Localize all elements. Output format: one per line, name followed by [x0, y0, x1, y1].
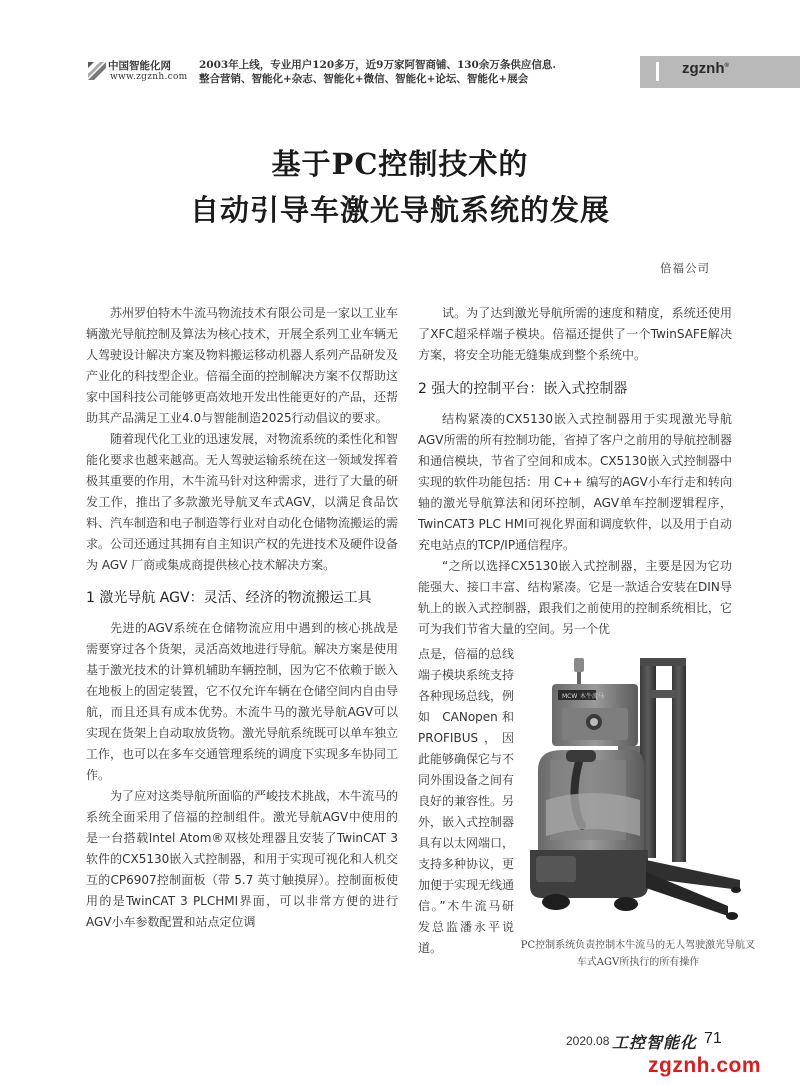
header-band-divider [656, 62, 659, 81]
brand-text: zgznh [682, 60, 725, 77]
page-header [0, 0, 800, 100]
paragraph: 先进的AGV系统在仓储物流应用中遇到的核心挑战是需要穿过各个货架，灵活高效地进行导航。解决方案是使用基于激光技术的计算机辅助车辆控制，因为它不依赖于嵌入在地板上的固定装置，它不仅允许车辆在仓储空间内自由导航，而且还具有成本优势。木流牛马的激光导航AGV可以实现在货架上自动取放货物。激光导航系统既可以单车独立工作，也可以在多车交通管理系统的调度下实现多车协同工作。 [86, 621, 399, 782]
paragraph: 点是，倍福的总线端子模块系统支持各种现场总线，例如 CANopen和PROFIBUS，因此能够确保它与不同外围设备之间有良好的兼容性。另外，嵌入式控制器具有以太网端口，支持多种协议，更加便于实现无线通信。”木牛流马研发总监潘永平说道。 [418, 647, 515, 955]
vehicle-logo: MCW [562, 693, 578, 700]
agv-forklift-image [522, 650, 752, 932]
article-author: 倍福公司 [660, 261, 710, 275]
article-title-line-1: 基于PC控制技术的 [271, 147, 529, 181]
article-title-line-2: 自动引导车激光导航系统的发展 [189, 193, 610, 227]
section-heading-1: 1 激光导航 AGV：灵活、经济的物流搬运工具 [86, 590, 372, 606]
vehicle-brand: 木牛流马 [580, 693, 605, 700]
paragraph: 结构紧凑的CX5130嵌入式控制器用于实现激光导航AGV所需的所有控制功能，省掉了客户之前用的导航控制器和通信模块，节省了空间和成本。CX5130嵌入式控制器中实现的软件功能包括：用 C++ 编写的AGV小车行走和转向轴的激光导航算法和闭环控制，AGV单车控制逻辑程序，TwinCAT3 PLC HMI可视化界面和调度软件，以及用于自动充电站点的TCP/IP通信程序。 [418, 412, 732, 552]
header-tagline-2: 整合营销、智能化+杂志、智能化+微信、智能化+论坛、智能化+展会 [199, 73, 529, 85]
paragraph: 随着现代化工业的迅速发展，对物流系统的柔性化和智能化要求也越来越高。无人驾驶运输系统在这一领域发挥着极其重要的作用，木牛流马针对这种需求，进行了大量的研发工作，推出了多款激光导航叉车式AGV，以满足食品饮料、汽车制造和电子制造等行业对自动化仓储物流搬运的需求。公司还通过其拥有自主知识产权的先进技术及硬件设备为 AGV 厂商或集成商提供核心技术解决方案。 [86, 432, 399, 572]
header-tagline-1: 2003年上线，专业用户120多万，近9万家阿智商铺、130余万条供应信息. [199, 59, 557, 71]
header-brand [682, 60, 729, 77]
logo-url[interactable]: www.zgznh.com [110, 72, 188, 82]
paragraph: 试。为了达到激光导航所需的速度和精度，系统还使用了XFC超采样端子模块。倍福还提供了一个TwinSAFE解决方案，将安全功能无缝集成到整个系统中。 [418, 306, 732, 362]
brand-mark: ® [724, 63, 729, 69]
logo-icon [86, 60, 108, 82]
page-number: 71 [704, 1030, 722, 1047]
magazine-name: 工控智能化 [612, 1033, 698, 1052]
right-column [418, 303, 732, 640]
issue-date: 2020.08 [566, 1034, 610, 1048]
logo-name: 中国智能化网 [108, 60, 171, 72]
right-column-narrow [418, 644, 514, 959]
paragraph: 苏州罗伯特木牛流马物流技术有限公司是一家以工业车辆激光导航控制及算法为核心技术，开展全系列工业车辆无人驾驶设计解决方案及物料搬运移动机器人系列产品研发及产业化的科技型企业。倍福全面的控制解决方案不仅帮助这家中国科技公司能够更高效地开发出性能更好的产品，还帮助其产品满足工业4.0与智能制造2025行动倡议的要求。 [86, 306, 399, 425]
paragraph: 为了应对这类导航所面临的严峻技术挑战，木牛流马的系统全面采用了倍福的控制组件。激光导航AGV中使用的是一台搭载Intel Atom®双核处理器且安装了TwinCAT 3软件的CX5130嵌入式控制器，和用于实现可视化和人机交互的CP6907控制面板（带 5.7 英寸触摸屏）。控制面板使用的是TwinCAT 3 PLCHMI界面，可以非常方便的进行AGV小车参数配置和站点定位调 [86, 789, 399, 929]
section-heading-2: 2 强大的控制平台：嵌入式控制器 [418, 381, 628, 397]
figure-caption: PC控制系统负责控制木牛流马的无人驾驶激光导航叉车式AGV所执行的所有操作 [520, 940, 756, 968]
left-column [86, 303, 398, 933]
watermark: zgznh.com [648, 1054, 761, 1077]
paragraph: “之所以选择CX5130嵌入式控制器，主要是因为它功能强大、接口丰富、结构紧凑。它是一款适合安装在DIN导轨上的嵌入式控制器，跟我们之前使用的控制系统相比，它可为我们节省大量的空间。另一个优 [418, 559, 732, 636]
